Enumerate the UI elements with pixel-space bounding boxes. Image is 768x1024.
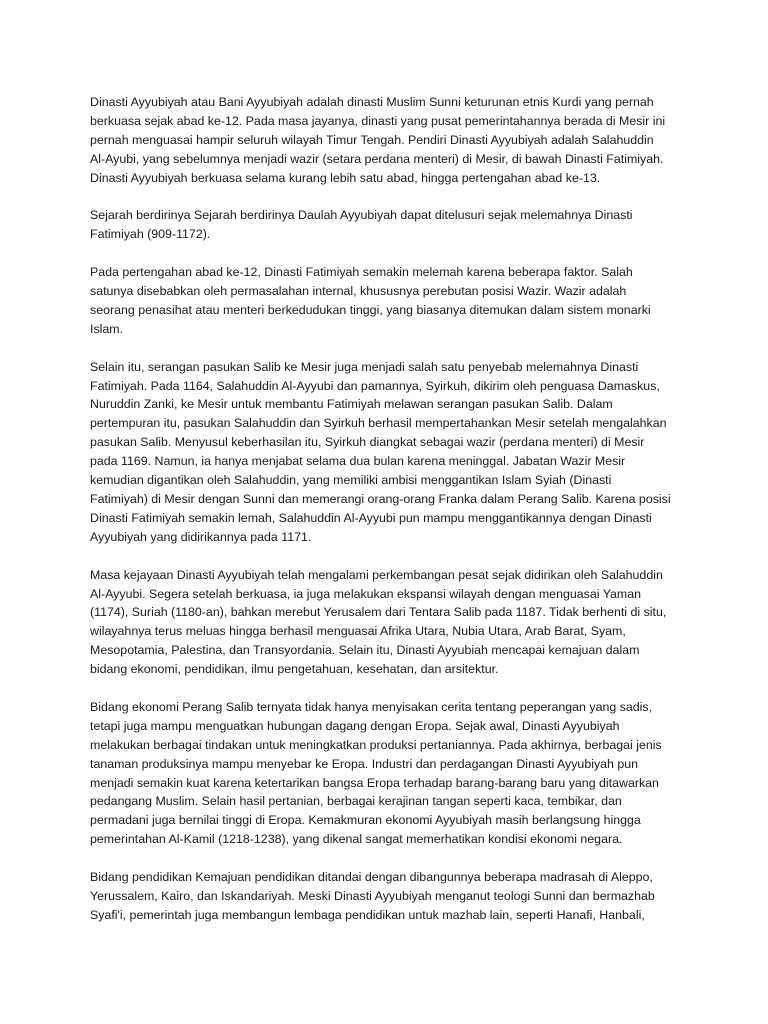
paragraph-melemahnya-fatimiyah: Pada pertengahan abad ke-12, Dinasti Fatimiyah semakin melemah karena beberapa faktor. Salah satunya disebabkan oleh permasalahan internal, khususnya perebutan posisi Wazir. Wazir adalah seorang penasihat atau menteri berkedudukan tinggi, yang biasanya ditemukan dalam sistem monarki Islam.: [90, 265, 651, 336]
paragraph-sejarah-berdirinya: Sejarah berdirinya Sejarah berdirinya Daulah Ayyubiyah dapat ditelusuri sejak melemahnya Dinasti Fatimiyah (909-1172).: [90, 208, 633, 242]
paragraph-serangan-salib: Selain itu, serangan pasukan Salib ke Mesir juga menjadi salah satu penyebab melemahnya Dinasti Fatimiyah. Pada 1164, Salahuddin Al-Ayyubi dan pamannya, Syirkuh, dikirim oleh penguasa Damaskus, Nuruddin Zanki, ke Mesir untuk membantu Fatimiyah melawan serangan pasukan Salib. Dalam pertempuran itu, pasukan Salahuddin dan Syirkuh berhasil mempertahankan Mesir setelah mengalahkan pasukan Salib. Menyusul keberhasilan itu, Syirkuh diangkat sebagai wazir (perdana menteri) di Mesir pada 1169. Namun, ia hanya menjabat selama dua bulan karena meninggal. Jabatan Wazir Mesir kemudian digantikan oleh Salahuddin, yang memiliki ambisi menggantikan Islam Syiah (Dinasti Fatimiyah) di Mesir dengan Sunni dan memerangi orang-orang Franka dalam Perang Salib. Karena posisi Dinasti Fatimiyah semakin lemah, Salahuddin Al-Ayyubi pun mampu menggantikannya dengan Dinasti Ayyubiyah yang didirikannya pada 1171.: [90, 359, 671, 544]
paragraph-bidang-ekonomi: Bidang ekonomi Perang Salib ternyata tidak hanya menyisakan cerita tentang peperangan yang sadis, tetapi juga mampu menguatkan hubungan dagang dengan Eropa. Sejak awal, Dinasti Ayyubiyah melakukan berbagai tindakan untuk meningkatkan produksi pertaniannya. Pada akhirnya, berbagai jenis tanaman produksinya mampu menyebar ke Eropa. Industri dan perdagangan Dinasti Ayyubiyah pun menjadi semakin kuat karena ketertarikan bangsa Eropa terhadap barang-barang baru yang ditawarkan pedangang Muslim. Selain hasil pertanian, berbagai kerajinan tangan seperti kaca, tembikar, dan permadani juga bernilai tinggi di Eropa. Kemakmuran ekonomi Ayyubiyah masih berlangsung hingga pemerintahan Al-Kamil (1218-1238), yang dikenal sangat memerhatikan kondisi ekonomi negara.: [90, 699, 662, 847]
document-page: [90, 93, 680, 944]
paragraph-intro: Dinasti Ayyubiyah atau Bani Ayyubiyah adalah dinasti Muslim Sunni keturunan etnis Kurdi yang pernah berkuasa sejak abad ke-12. Pada masa jayanya, dinasti yang pusat pemerintahannya berada di Mesir ini pernah menguasai hampir seluruh wilayah Timur Tengah. Pendiri Dinasti Ayyubiyah adalah Salahuddin Al-Ayubi, yang sebelumnya menjadi wazir (setara perdana menteri) di Mesir, di bawah Dinasti Fatimiyah. Dinasti Ayyubiyah berkuasa selama kurang lebih satu abad, hingga pertengahan abad ke-13.: [90, 95, 666, 185]
paragraph-bidang-pendidikan: Bidang pendidikan Kemajuan pendidikan ditandai dengan dibangunnya beberapa madrasah di Aleppo, Yerussalem, Kairo, dan Iskandariyah. Meski Dinasti Ayyubiyah menganut teologi Sunni dan bermazhab Syafi'i, pemerintah juga membangun lembaga pendidikan untuk mazhab lain, seperti Hanafi, Hanbali,: [90, 870, 655, 922]
paragraph-masa-kejayaan: Masa kejayaan Dinasti Ayyubiyah telah mengalami perkembangan pesat sejak didirikan oleh Salahuddin Al-Ayyubi. Segera setelah berkuasa, ia juga melakukan ekspansi wilayah dengan menguasai Yaman (1174), Suriah (1180-an), bahkan merebut Yerusalem dari Tentara Salib pada 1187. Tidak berhenti di situ, wilayahnya terus meluas hingga berhasil menguasai Afrika Utara, Nubia Utara, Arab Barat, Syam, Mesopotamia, Palestina, dan Transyordania. Selain itu, Dinasti Ayyubiah mencapai kemajuan dalam bidang ekonomi, pendidikan, ilmu pengetahuan, kesehatan, dan arsitektur.: [90, 567, 667, 677]
